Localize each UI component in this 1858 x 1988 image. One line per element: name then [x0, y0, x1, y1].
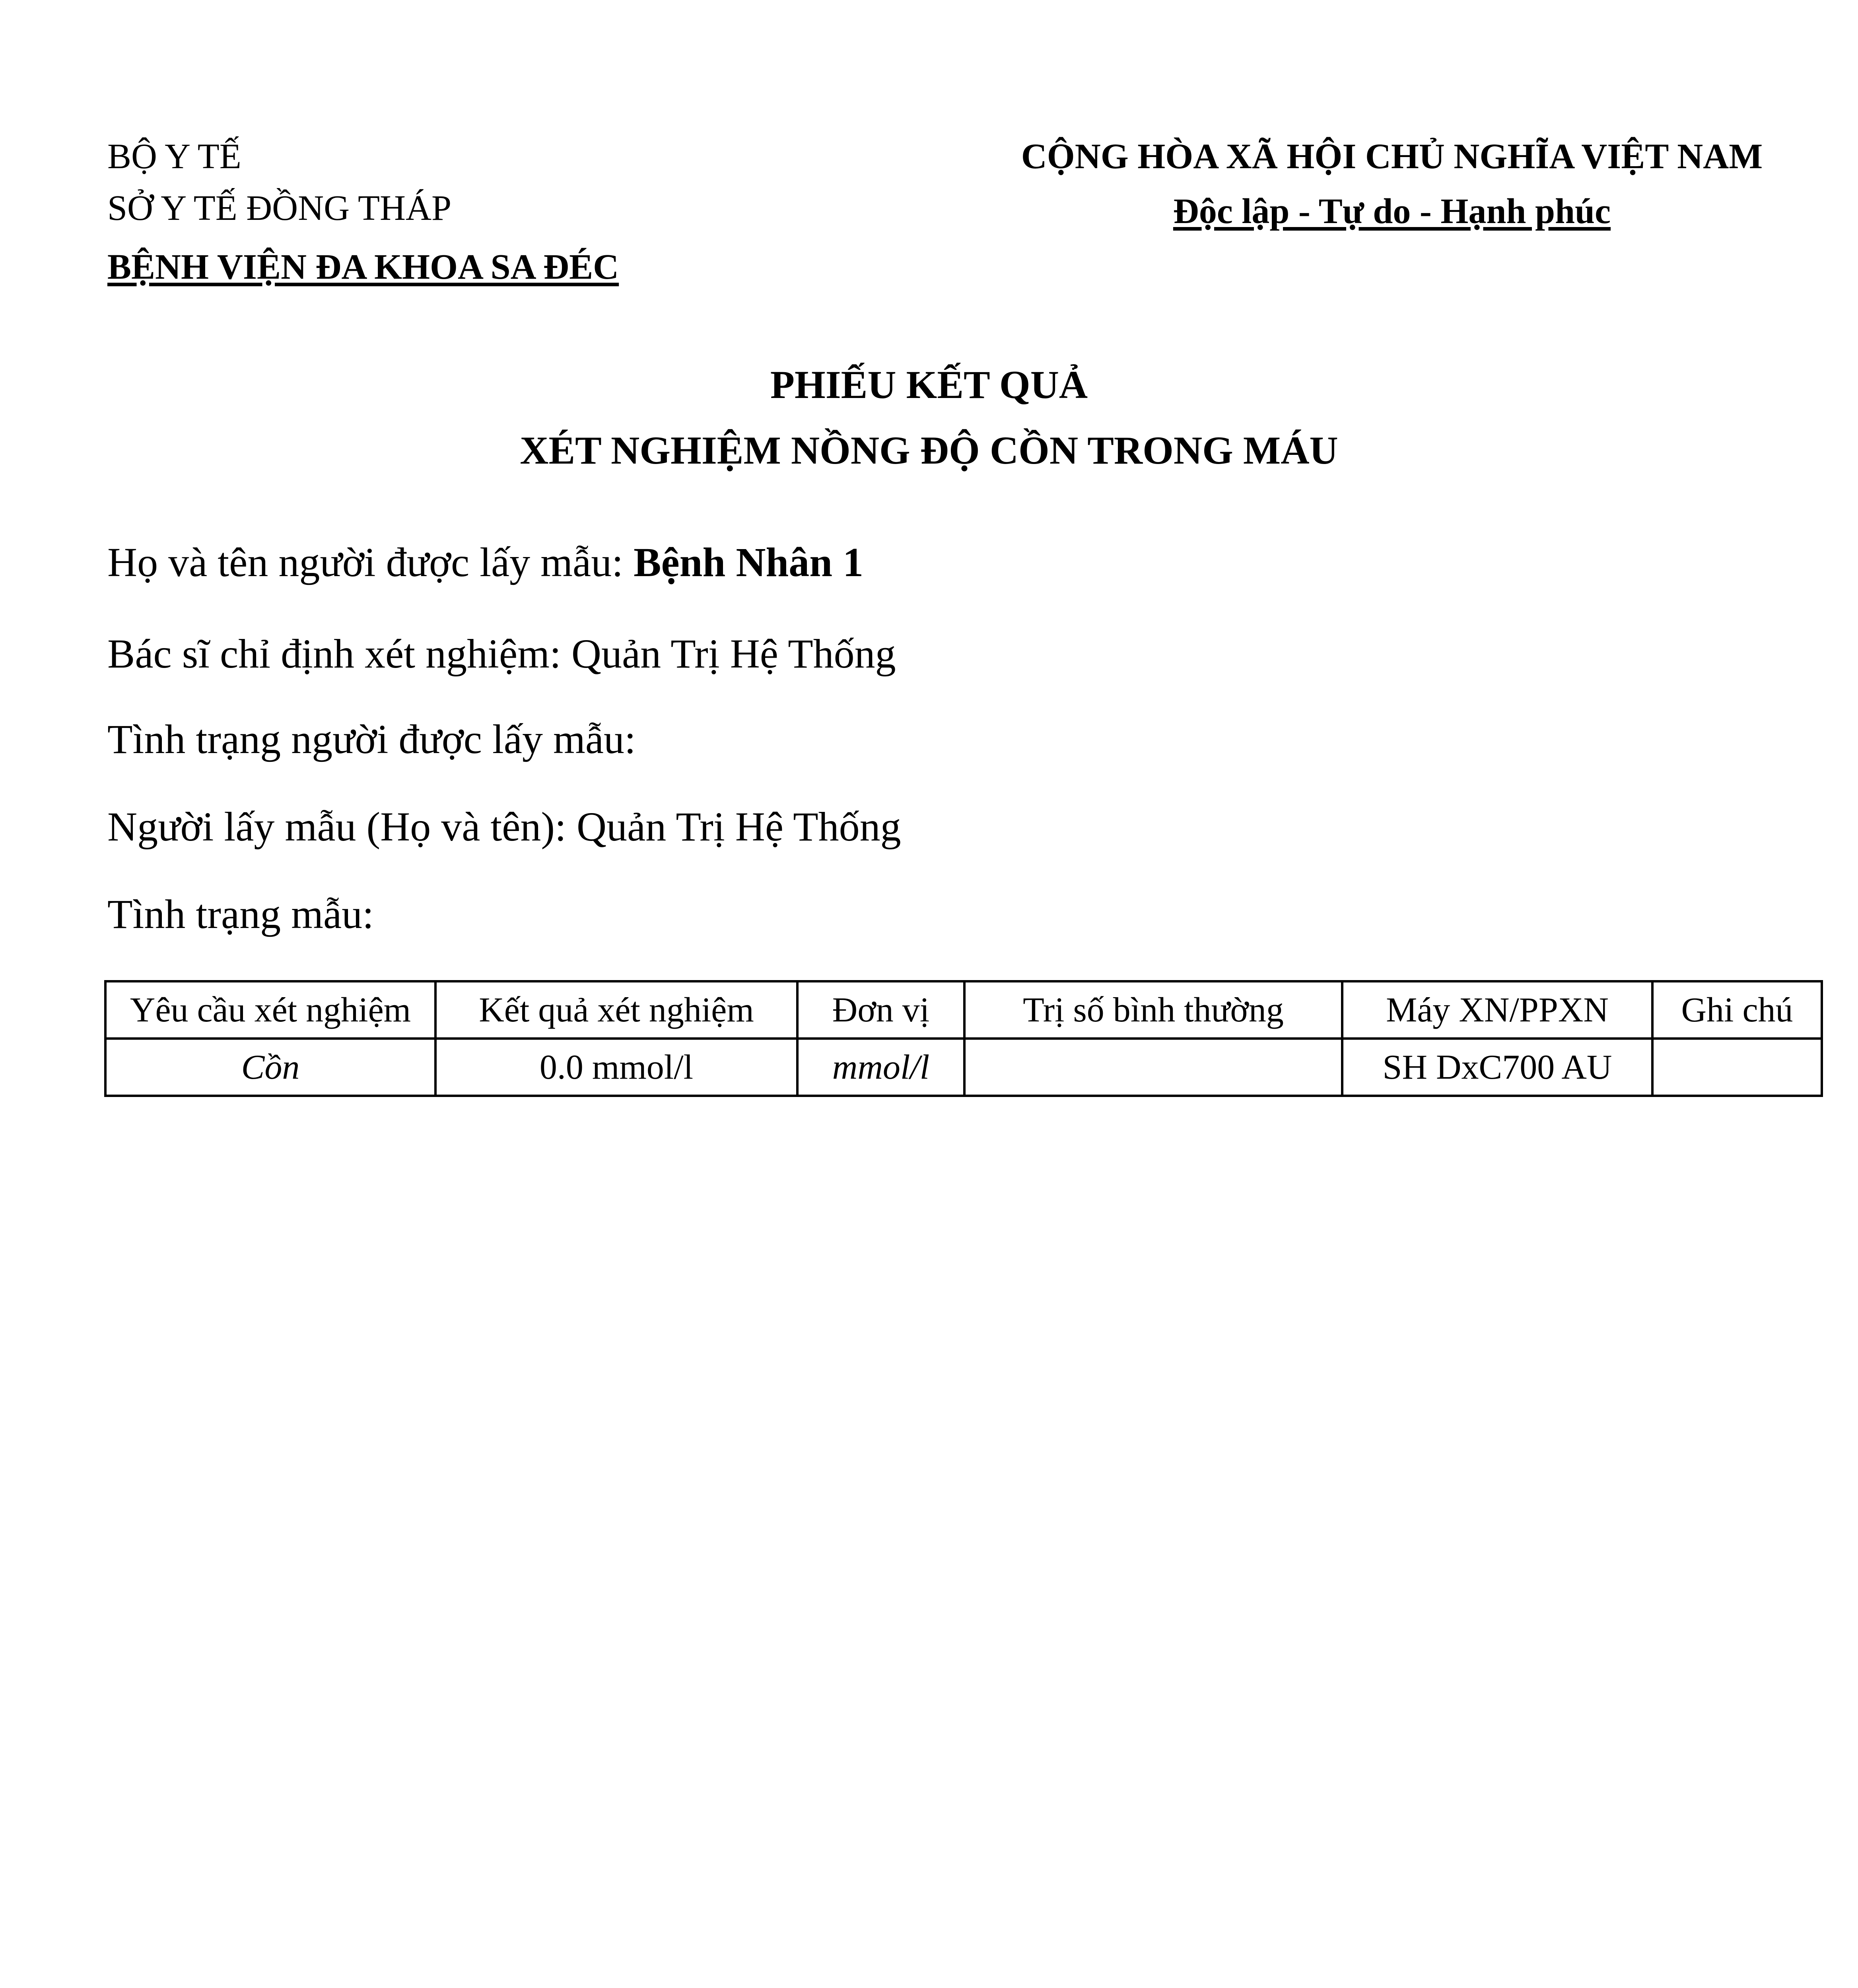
cell-test: Cồn — [105, 1039, 435, 1096]
patient-label: Họ và tên người được lấy mẫu: — [107, 540, 624, 585]
cell-machine: SH DxC700 AU — [1342, 1039, 1652, 1096]
document-subtitle: XÉT NGHIỆM NỒNG ĐỘ CỒN TRONG MÁU — [520, 428, 1338, 472]
table-header-row — [105, 981, 1822, 1039]
col-header-unit: Đơn vị — [797, 981, 964, 1039]
patient-field — [107, 539, 863, 586]
cell-note — [1652, 1039, 1822, 1096]
department-name: SỞ Y TẾ ĐỒNG THÁP — [107, 188, 452, 228]
sampler-label: Người lấy mẫu (Họ và tên): — [107, 804, 566, 850]
table-row — [105, 1039, 1822, 1096]
col-header-note: Ghi chú — [1652, 981, 1822, 1039]
document-title: PHIẾU KẾT QUẢ — [770, 363, 1088, 407]
col-header-result: Kết quả xét nghiệm — [435, 981, 797, 1039]
col-header-test: Yêu cầu xét nghiệm — [105, 981, 435, 1039]
condition-label: Tình trạng người được lấy mẫu: — [107, 716, 636, 762]
sampler-field — [107, 803, 901, 850]
republic-name: CỘNG HÒA XÃ HỘI CHỦ NGHĨA VIỆT NAM — [1021, 137, 1763, 176]
sampler-value: Quản Trị Hệ Thống — [576, 804, 901, 850]
cell-normal — [964, 1039, 1342, 1096]
col-header-machine: Máy XN/PPXN — [1342, 981, 1652, 1039]
condition-field — [107, 716, 636, 763]
cell-result: 0.0 mmol/l — [435, 1039, 797, 1096]
doctor-field — [107, 630, 896, 678]
results-table — [104, 980, 1823, 1097]
hospital-name: BỆNH VIỆN ĐA KHOA SA ĐÉC — [107, 247, 619, 287]
sample-status-field — [107, 891, 374, 938]
doctor-value: Quản Trị Hệ Thống — [571, 631, 896, 677]
doctor-label: Bác sĩ chỉ định xét nghiệm: — [107, 631, 561, 677]
col-header-normal: Trị số bình thường — [964, 981, 1342, 1039]
ministry-name: BỘ Y TẾ — [107, 137, 241, 176]
patient-value: Bệnh Nhân 1 — [634, 540, 864, 585]
national-motto: Độc lập - Tự do - Hạnh phúc — [1173, 192, 1611, 231]
cell-unit: mmol/l — [797, 1039, 964, 1096]
sample-status-label: Tình trạng mẫu: — [107, 891, 374, 937]
